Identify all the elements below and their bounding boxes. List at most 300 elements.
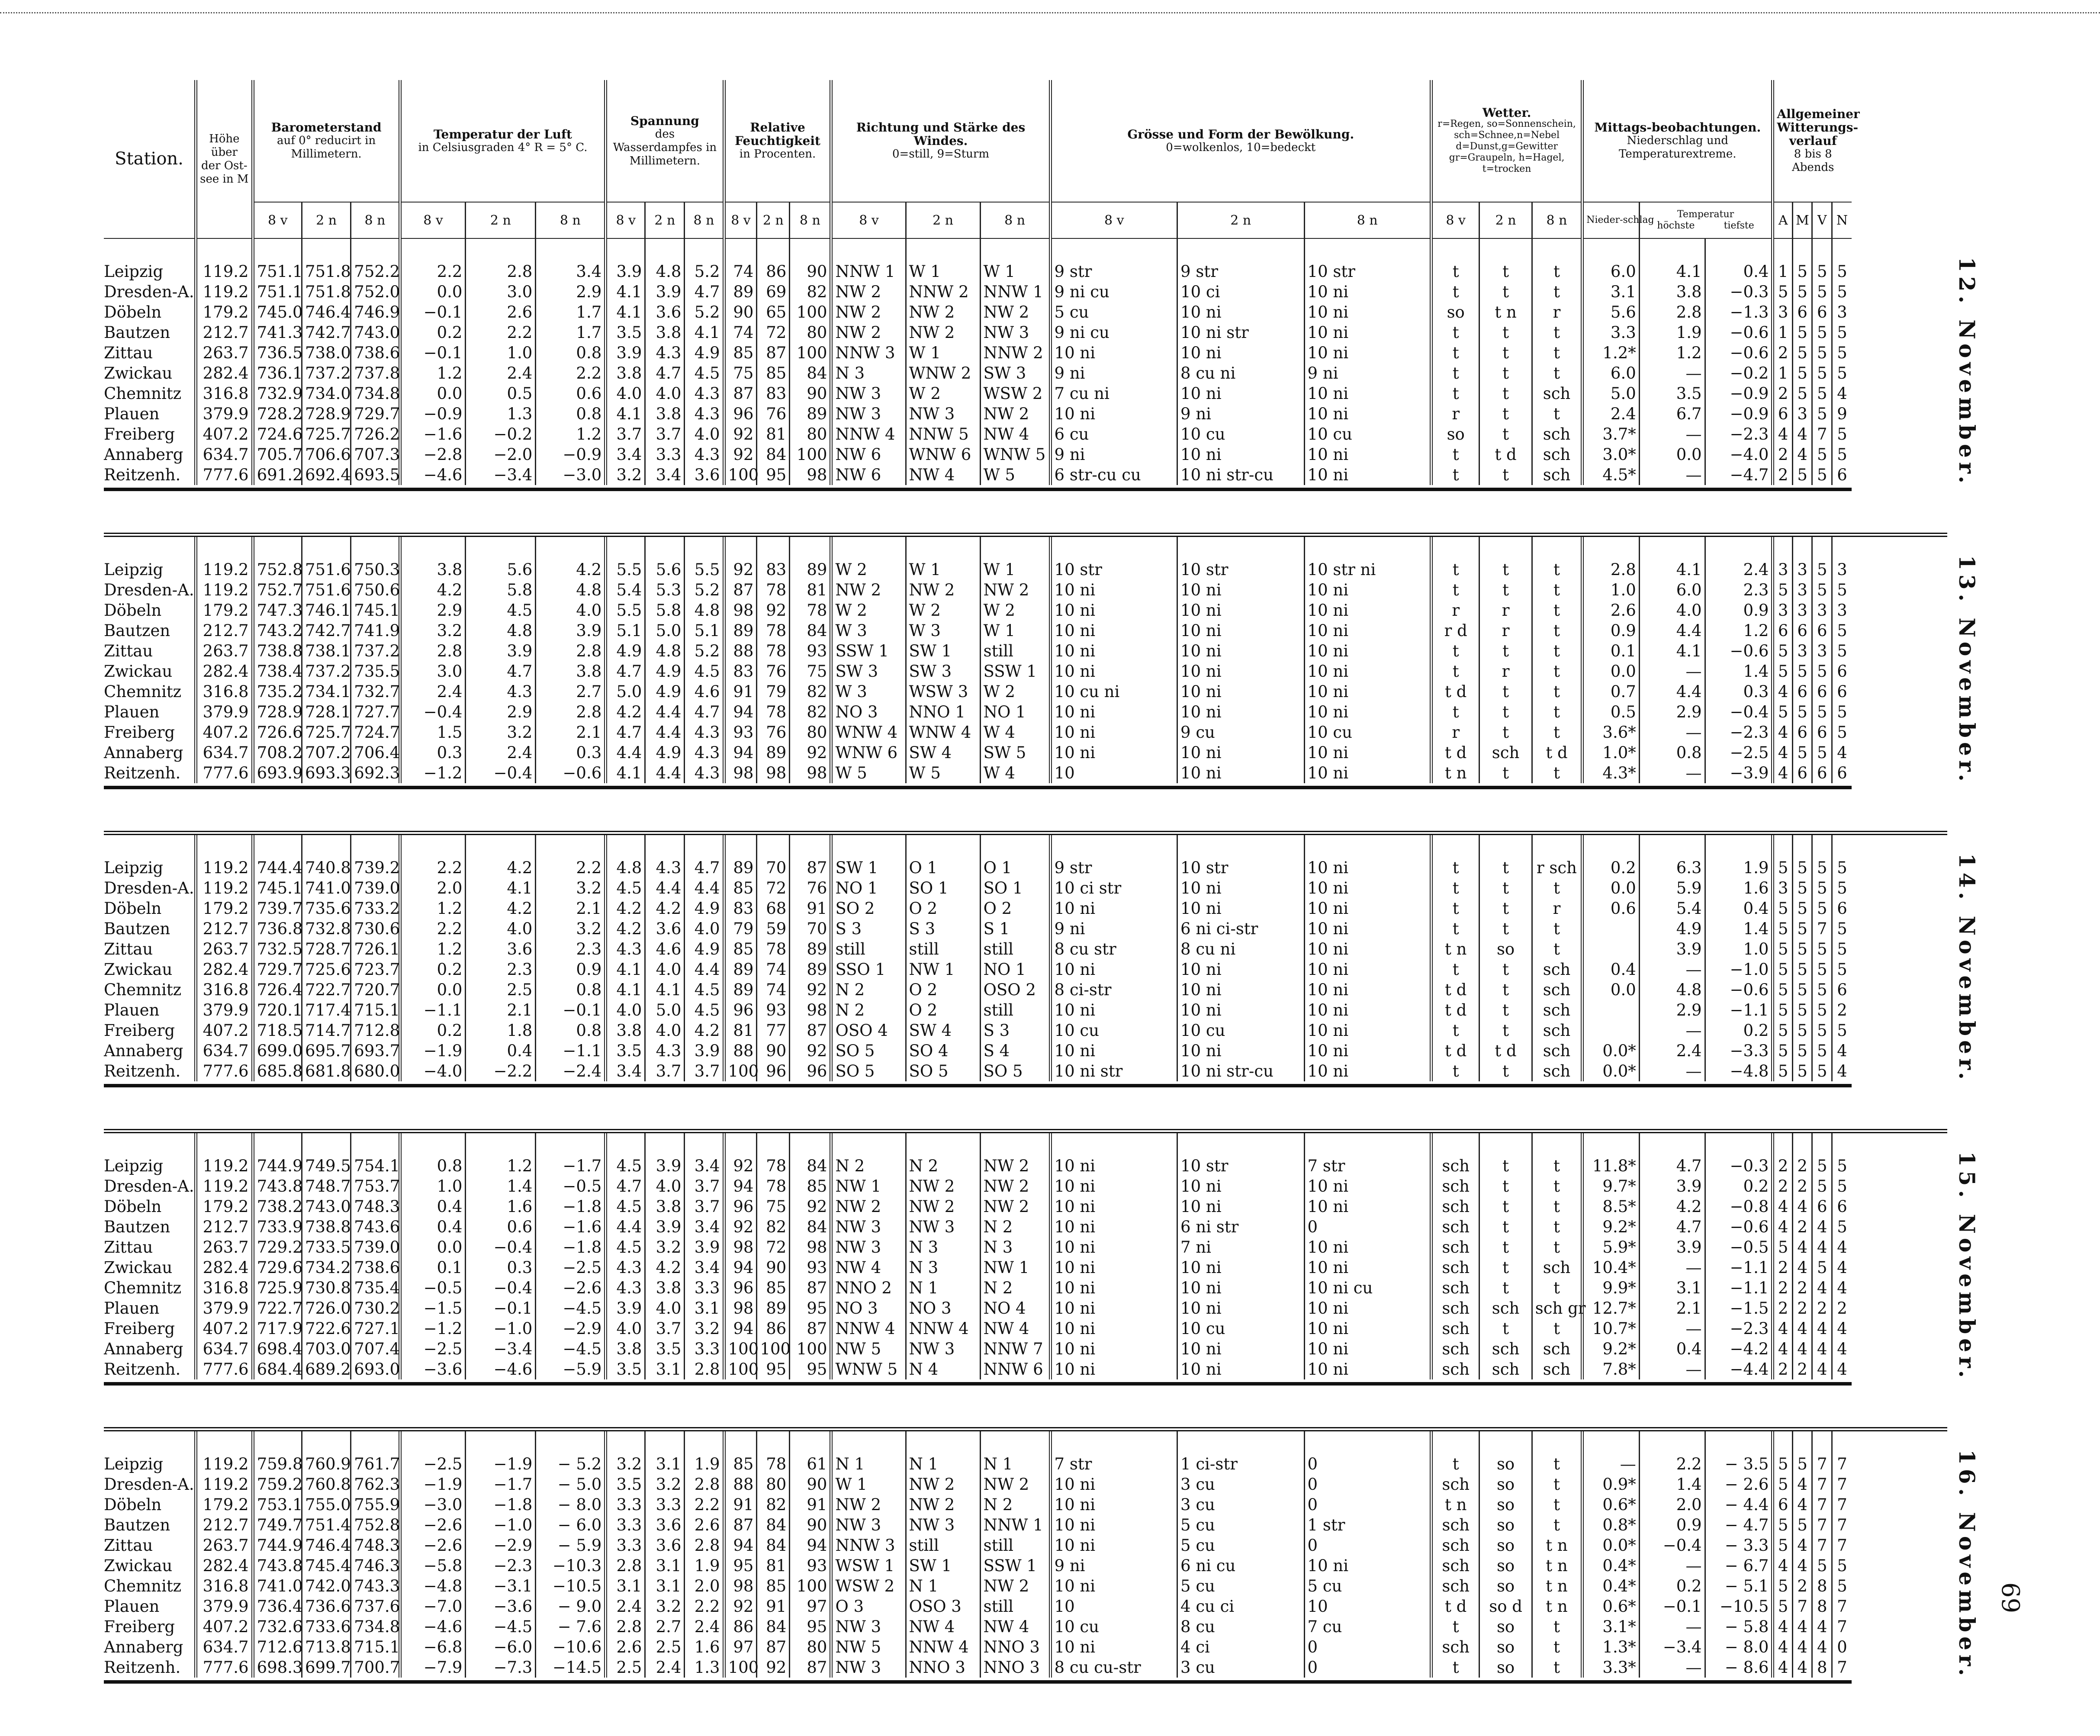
temp-min: −0.6 xyxy=(1705,1217,1773,1237)
weather-8n: t xyxy=(1532,1454,1582,1474)
temp-min: 1.4 xyxy=(1705,919,1773,939)
temp-8n: −0.6 xyxy=(536,763,606,783)
baro-8n: 730.2 xyxy=(351,1298,400,1318)
weather-8v: sch xyxy=(1431,1339,1479,1359)
wind-2n: SW 3 xyxy=(906,661,980,682)
general-n: 4 xyxy=(1832,1318,1852,1339)
temp-max: 2.9 xyxy=(1639,702,1705,722)
baro-2n: 737.2 xyxy=(302,661,351,682)
vapour-2n: 3.2 xyxy=(645,1596,685,1617)
station-name: Freiberg xyxy=(104,1617,175,1636)
temp-8v: 2.0 xyxy=(400,878,466,898)
weather-2n: r xyxy=(1479,620,1532,641)
table-row xyxy=(104,858,1947,878)
general-v: 5 xyxy=(1812,1020,1832,1041)
cloud-8v: 9 ni cu xyxy=(1050,282,1177,302)
baro-2n: 726.0 xyxy=(302,1298,351,1318)
precip: 9.2* xyxy=(1582,1217,1640,1237)
height: 379.9 xyxy=(196,702,253,722)
vapour-8v: 4.5 xyxy=(606,1156,645,1176)
general-m: 5 xyxy=(1792,363,1812,383)
temp-max: — xyxy=(1639,1061,1705,1081)
humid-2n: 78 xyxy=(757,1156,790,1176)
general-m: 3 xyxy=(1792,404,1812,424)
temp-min: 0.9 xyxy=(1705,600,1773,620)
block-top-padding xyxy=(104,535,1947,559)
weather-8n: t n xyxy=(1532,1596,1582,1617)
temp-min: −1.1 xyxy=(1705,1000,1773,1020)
weather-8n: t xyxy=(1532,878,1582,898)
general-a: 5 xyxy=(1773,939,1793,959)
baro-8n: 750.3 xyxy=(351,559,400,580)
temp-max: 1.2 xyxy=(1639,343,1705,363)
temp-8n: 2.1 xyxy=(536,898,606,919)
temp-min: −4.8 xyxy=(1705,1061,1773,1081)
general-m: 5 xyxy=(1792,898,1812,919)
weather-2n: t xyxy=(1479,559,1532,580)
temp-2n: −3.1 xyxy=(466,1576,536,1596)
temp-min: 0.2 xyxy=(1705,1020,1773,1041)
cloud-8v: 10 ni xyxy=(1050,1318,1177,1339)
cloud-2n: 10 ni xyxy=(1177,1041,1305,1061)
temp-8v: 0.4 xyxy=(400,1217,466,1237)
humid-8v: 88 xyxy=(724,1041,757,1061)
block-top-padding xyxy=(104,833,1947,858)
cloud-8v: 10 ni xyxy=(1050,1576,1177,1596)
block-date xyxy=(1852,555,1980,786)
vapour-8v: 4.2 xyxy=(606,919,645,939)
cloud-8v: 10 ni xyxy=(1050,343,1177,363)
general-m: 7 xyxy=(1792,1596,1812,1617)
temp-8n: 0.3 xyxy=(536,743,606,763)
weather-8n: t xyxy=(1532,1278,1582,1298)
weather-8n: t xyxy=(1532,763,1582,783)
general-n: 7 xyxy=(1832,1515,1852,1535)
height: 179.2 xyxy=(196,600,253,620)
weather-8v: t d xyxy=(1431,1041,1479,1061)
temp-2n: 5.8 xyxy=(466,580,536,600)
block-spacer xyxy=(104,788,1947,833)
temp-min: −0.2 xyxy=(1705,363,1773,383)
wind-8v: NW 2 xyxy=(831,322,906,343)
general-v: 5 xyxy=(1812,980,1832,1000)
cloud-2n: 10 ni xyxy=(1177,383,1305,404)
cloud-2n: 5 cu xyxy=(1177,1576,1305,1596)
weather-8v-header: 8 v xyxy=(1431,202,1479,238)
general-a: 5 xyxy=(1773,919,1793,939)
weather-8n: sch xyxy=(1532,383,1582,404)
weather-2n: t xyxy=(1479,1237,1532,1257)
station-name: Plauen xyxy=(104,405,160,423)
precip: 3.1 xyxy=(1582,282,1640,302)
temp-8v: 2.2 xyxy=(400,919,466,939)
wind-2n: NW 2 xyxy=(906,580,980,600)
wind-8n: O 1 xyxy=(980,858,1050,878)
baro-2n: 725.6 xyxy=(302,959,351,980)
weather-8n: t xyxy=(1532,1515,1582,1535)
temp-8v: −1.2 xyxy=(400,1318,466,1339)
humid-8n: 78 xyxy=(790,600,831,620)
block-date xyxy=(1852,257,1980,488)
general-n: 2 xyxy=(1832,1298,1852,1318)
temp-8n: −2.5 xyxy=(536,1257,606,1278)
vapour-8v: 3.5 xyxy=(606,322,645,343)
height: 407.2 xyxy=(196,1617,253,1637)
table-row xyxy=(104,383,1947,404)
table-row xyxy=(104,261,1947,282)
general-a: 5 xyxy=(1773,282,1793,302)
cloud-8v: 10 ni xyxy=(1050,1278,1177,1298)
humid-2n: 100 xyxy=(757,1339,790,1359)
wind-8n: NW 2 xyxy=(980,1576,1050,1596)
cloud-8n: 10 ni xyxy=(1304,1359,1431,1379)
humid-8n: 93 xyxy=(790,1257,831,1278)
cloud-2n: 6 ni cu xyxy=(1177,1556,1305,1576)
vapour-2n: 4.4 xyxy=(645,722,685,743)
weather-8v: t d xyxy=(1431,1596,1479,1617)
vapour-8v: 5.0 xyxy=(606,682,645,702)
wind-8v: W 3 xyxy=(831,620,906,641)
baro-8n: 724.7 xyxy=(351,722,400,743)
general-m: 6 xyxy=(1792,763,1812,783)
height: 263.7 xyxy=(196,343,253,363)
weather-8v: t xyxy=(1431,1617,1479,1637)
temp-8v: −2.8 xyxy=(400,444,466,465)
cloud-8n: 10 ni xyxy=(1304,702,1431,722)
cloud-8v: 7 cu ni xyxy=(1050,383,1177,404)
weather-8n: t xyxy=(1532,1617,1582,1637)
wind-8n: OSO 2 xyxy=(980,980,1050,1000)
humid-8v: 100 xyxy=(724,1061,757,1081)
vapour-2n: 4.9 xyxy=(645,661,685,682)
humid-2n: 81 xyxy=(757,1556,790,1576)
wind-8v: WNW 6 xyxy=(831,743,906,763)
general-a: 5 xyxy=(1773,858,1793,878)
vapour-2n: 4.0 xyxy=(645,1298,685,1318)
general-n: 5 xyxy=(1832,919,1852,939)
station-name: Reitzenh. xyxy=(104,466,181,484)
cloud-2n: 10 cu xyxy=(1177,1318,1305,1339)
general-m: 4 xyxy=(1792,1535,1812,1556)
cloud-8v: 10 cu ni xyxy=(1050,682,1177,702)
table-row xyxy=(104,1278,1947,1298)
temp-8v: −4.8 xyxy=(400,1576,466,1596)
wind-8n: NNW 1 xyxy=(980,282,1050,302)
baro-8v: 712.6 xyxy=(253,1637,302,1657)
general-n: 4 xyxy=(1832,1339,1852,1359)
wind-8v: SO 2 xyxy=(831,898,906,919)
baro-2n: 732.8 xyxy=(302,919,351,939)
baro-2n: 755.0 xyxy=(302,1495,351,1515)
cloud-2n: 10 ni str xyxy=(1177,322,1305,343)
cloud-8v: 10 ni xyxy=(1050,1495,1177,1515)
general-n: 5 xyxy=(1832,282,1852,302)
cloud-8n: 10 ni xyxy=(1304,1041,1431,1061)
vapour-8n: 4.7 xyxy=(685,858,724,878)
precip: 0.6* xyxy=(1582,1495,1640,1515)
general-m: 2 xyxy=(1792,1156,1812,1176)
baro-8n: 753.7 xyxy=(351,1176,400,1196)
wind-8n: W 2 xyxy=(980,682,1050,702)
temp-8n: 2.1 xyxy=(536,722,606,743)
cloud-2n: 8 cu ni xyxy=(1177,363,1305,383)
precip: 0.4* xyxy=(1582,1556,1640,1576)
baro-2n: 725.7 xyxy=(302,722,351,743)
cloud-2n: 10 ni xyxy=(1177,959,1305,980)
humid-8v: 95 xyxy=(724,1556,757,1576)
station-name: Annaberg xyxy=(104,1042,183,1060)
baro-8v: 708.2 xyxy=(253,743,302,763)
temp-2n: −3.4 xyxy=(466,1339,536,1359)
general-n: 9 xyxy=(1832,404,1852,424)
precip: 0.0* xyxy=(1582,1061,1640,1081)
humid-2n: 84 xyxy=(757,1617,790,1637)
temp-2n: 3.2 xyxy=(466,722,536,743)
height: 379.9 xyxy=(196,1298,253,1318)
general-n: 7 xyxy=(1832,1454,1852,1474)
precip: 2.8 xyxy=(1582,559,1640,580)
general-v: 5 xyxy=(1812,743,1832,763)
wind-8v: NW 5 xyxy=(831,1339,906,1359)
baro-8v: 722.7 xyxy=(253,1298,302,1318)
cloud-8v: 9 ni xyxy=(1050,363,1177,383)
vapour-2n: 3.8 xyxy=(645,1278,685,1298)
temp-min: 2.3 xyxy=(1705,580,1773,600)
general-v: 7 xyxy=(1812,1454,1832,1474)
vapour-8v: 4.2 xyxy=(606,898,645,919)
wind-8n: N 2 xyxy=(980,1217,1050,1237)
baro-2n: 738.0 xyxy=(302,343,351,363)
weather-2n: t n xyxy=(1479,302,1532,322)
weather-2n: so xyxy=(1479,1535,1532,1556)
temp-min: −2.5 xyxy=(1705,743,1773,763)
block-top-padding xyxy=(104,1131,1947,1156)
temp-2n: 0.4 xyxy=(466,1041,536,1061)
general-v: 5 xyxy=(1812,702,1832,722)
general-a: 5 xyxy=(1773,1535,1793,1556)
weather-8v: sch xyxy=(1431,1257,1479,1278)
general-a: 4 xyxy=(1773,424,1793,444)
vapour-8n: 4.7 xyxy=(685,702,724,722)
temp-8n: −3.0 xyxy=(536,465,606,485)
block-bottom-rule xyxy=(104,1379,1947,1384)
station-name: Bautzen xyxy=(104,621,170,640)
station-name: Zittau xyxy=(104,1536,153,1555)
station-name: Chemnitz xyxy=(104,981,182,999)
humidity-title: Relative Feuchtigkeit xyxy=(735,120,820,148)
vapour-8n: 4.8 xyxy=(685,600,724,620)
wind-8n: NNW 7 xyxy=(980,1339,1050,1359)
table-body xyxy=(104,238,1980,1682)
general-a: 5 xyxy=(1773,1000,1793,1020)
temp-8n: 3.2 xyxy=(536,878,606,898)
temp-max: 2.4 xyxy=(1639,1041,1705,1061)
weather-8n: t xyxy=(1532,1176,1582,1196)
wind-8v: NW 3 xyxy=(831,1217,906,1237)
weather-8v: sch xyxy=(1431,1237,1479,1257)
general-m: 4 xyxy=(1792,444,1812,465)
weather-2n: t xyxy=(1479,1156,1532,1176)
wind-8v: NO 3 xyxy=(831,702,906,722)
vapour-8n: 4.3 xyxy=(685,404,724,424)
wind-header xyxy=(831,80,1050,202)
temp-min: −2.3 xyxy=(1705,722,1773,743)
precip: — xyxy=(1582,1454,1640,1474)
vapour-8v: 3.3 xyxy=(606,1495,645,1515)
humid-8n: 91 xyxy=(790,898,831,919)
block-date-label: 12. November. xyxy=(1954,257,1980,488)
weather-8v: sch xyxy=(1431,1556,1479,1576)
vapour-8v: 3.4 xyxy=(606,1061,645,1081)
precip: 3.7* xyxy=(1582,424,1640,444)
cloud-8v: 10 ni xyxy=(1050,1156,1177,1176)
humid-8v: 96 xyxy=(724,1000,757,1020)
general-n: 4 xyxy=(1832,1278,1852,1298)
baro-8n: 715.1 xyxy=(351,1000,400,1020)
precip: 5.0 xyxy=(1582,383,1640,404)
temp-2n: −4.6 xyxy=(466,1359,536,1379)
vapour-8n-header: 8 n xyxy=(685,202,724,238)
general-a: 4 xyxy=(1773,1339,1793,1359)
humid-8n: 75 xyxy=(790,661,831,682)
humid-8n: 92 xyxy=(790,743,831,763)
temp-2n: −0.2 xyxy=(466,424,536,444)
noon-title: Mittags-beobachtungen. xyxy=(1594,120,1761,135)
temp-8v: 0.2 xyxy=(400,959,466,980)
humid-8n: 95 xyxy=(790,1617,831,1637)
weather-8v: t d xyxy=(1431,743,1479,763)
general-m: 2 xyxy=(1792,1278,1812,1298)
weather-8n: t xyxy=(1532,661,1582,682)
humid-8v: 94 xyxy=(724,702,757,722)
baro-8v: 733.9 xyxy=(253,1217,302,1237)
wind-2n: W 1 xyxy=(906,559,980,580)
vapour-8v: 3.9 xyxy=(606,261,645,282)
wind-8n: SSW 1 xyxy=(980,1556,1050,1576)
general-n: 5 xyxy=(1832,858,1852,878)
general-m: 6 xyxy=(1792,302,1812,322)
general-a: 4 xyxy=(1773,743,1793,763)
vapour-2n: 5.6 xyxy=(645,559,685,580)
humid-2n: 95 xyxy=(757,465,790,485)
humid-2n: 78 xyxy=(757,580,790,600)
wind-8v-header: 8 v xyxy=(831,202,906,238)
wind-2n: NW 2 xyxy=(906,1176,980,1196)
baro-2n: 689.2 xyxy=(302,1359,351,1379)
temp-max: −0.1 xyxy=(1639,1596,1705,1617)
wind-title: Richtung und Stärke des Windes. xyxy=(856,120,1026,148)
station-name: Dresden-A. xyxy=(104,1177,194,1196)
vapour-8v: 3.7 xyxy=(606,424,645,444)
cloud-2n-header: 2 n xyxy=(1177,202,1305,238)
vapour-2n: 3.8 xyxy=(645,1196,685,1217)
weather-8v: t d xyxy=(1431,980,1479,1000)
humid-2n: 76 xyxy=(757,404,790,424)
baro-8v: 745.0 xyxy=(253,302,302,322)
baro-8v-header: 8 v xyxy=(253,202,302,238)
baro-8n: 739.0 xyxy=(351,1237,400,1257)
temp-max: 2.1 xyxy=(1639,1298,1705,1318)
general-v: 4 xyxy=(1812,1617,1832,1637)
temp-min: − 4.4 xyxy=(1705,1495,1773,1515)
cloud-8v: 10 ni xyxy=(1050,1339,1177,1359)
precip: 12.7* xyxy=(1582,1298,1640,1318)
wind-8v: NNO 2 xyxy=(831,1278,906,1298)
temp-max: 4.1 xyxy=(1639,641,1705,661)
baro-8v: 729.7 xyxy=(253,959,302,980)
station-header: Station. xyxy=(104,80,196,238)
baro-8v: 699.0 xyxy=(253,1041,302,1061)
cloud-2n: 10 ni xyxy=(1177,743,1305,763)
height: 119.2 xyxy=(196,1474,253,1495)
vapour-8n: 3.3 xyxy=(685,1278,724,1298)
baro-8n: 748.3 xyxy=(351,1196,400,1217)
vapour-2n: 3.1 xyxy=(645,1556,685,1576)
humid-8n: 80 xyxy=(790,424,831,444)
cloud-8v: 10 ni xyxy=(1050,1474,1177,1495)
humid-2n: 82 xyxy=(757,1495,790,1515)
temp-max: 4.7 xyxy=(1639,1156,1705,1176)
vapour-2n: 4.6 xyxy=(645,939,685,959)
baro-8v: 745.1 xyxy=(253,878,302,898)
baro-8n: 754.1 xyxy=(351,1156,400,1176)
humid-8n: 100 xyxy=(790,343,831,363)
cloud-8v: 5 cu xyxy=(1050,302,1177,322)
temp-8v: −0.5 xyxy=(400,1278,466,1298)
temp-max: 4.1 xyxy=(1639,559,1705,580)
station-name: Bautzen xyxy=(104,323,170,342)
table-row xyxy=(104,1454,1947,1474)
temp-8v: −1.5 xyxy=(400,1298,466,1318)
general-a: 1 xyxy=(1773,363,1793,383)
temp-min: − 2.6 xyxy=(1705,1474,1773,1495)
precip xyxy=(1582,939,1640,959)
cloud-8n: 10 ni xyxy=(1304,919,1431,939)
baro-8v: 741.3 xyxy=(253,322,302,343)
temp-8v: 0.0 xyxy=(400,980,466,1000)
weather-8v: sch xyxy=(1431,1196,1479,1217)
precip xyxy=(1582,1020,1640,1041)
general-m: 5 xyxy=(1792,1061,1812,1081)
general-n: 7 xyxy=(1832,1474,1852,1495)
vapour-8v: 2.6 xyxy=(606,1637,645,1657)
temp-min: − 8.0 xyxy=(1705,1637,1773,1657)
baro-2n: 741.0 xyxy=(302,878,351,898)
station-name: Plauen xyxy=(104,703,160,721)
wind-8v: SW 3 xyxy=(831,661,906,682)
baro-8n: 750.6 xyxy=(351,580,400,600)
wind-2n: N 3 xyxy=(906,1237,980,1257)
station-name: Reitzenh. xyxy=(104,1062,181,1080)
temp-2n: 2.1 xyxy=(466,1000,536,1020)
temp-max: — xyxy=(1639,722,1705,743)
baro-2n: 743.0 xyxy=(302,1196,351,1217)
temp-8n: −1.7 xyxy=(536,1156,606,1176)
block-bottom-rule xyxy=(104,485,1947,489)
wind-8v: NW 4 xyxy=(831,1257,906,1278)
weather-8v: t xyxy=(1431,322,1479,343)
block-date xyxy=(1852,853,1980,1084)
temp-8n: −2.6 xyxy=(536,1278,606,1298)
humid-8v: 98 xyxy=(724,600,757,620)
baro-2n: 742.7 xyxy=(302,620,351,641)
precip: 8.5* xyxy=(1582,1196,1640,1217)
weather-8n: t xyxy=(1532,1156,1582,1176)
baro-2n: 737.2 xyxy=(302,363,351,383)
block-bottom-rule xyxy=(104,1678,1947,1682)
temp-2n: 2.2 xyxy=(466,322,536,343)
cloud-8v: 9 str xyxy=(1050,261,1177,282)
